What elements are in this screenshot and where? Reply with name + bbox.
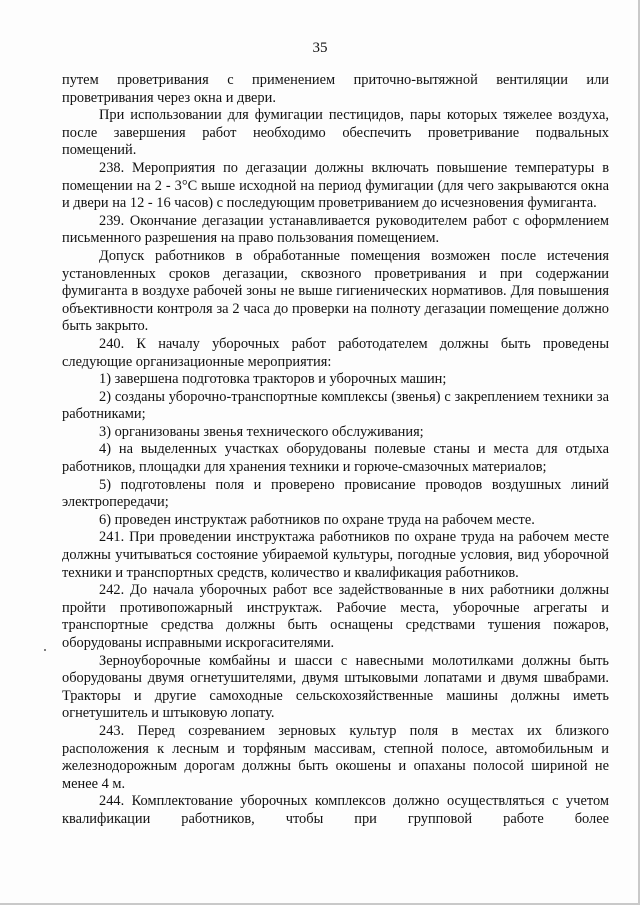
list-item-240-3: 3) организованы звенья технического обслуживания; [99, 423, 424, 440]
paragraph-243: 243. Перед созреванием зерновых культур поля в местах их близкого расположения к лесным и торфяным массивам, степной полосе, автомобильным и железнодорожным дорогам должны быть окошены и опаханы полосой шириной не менее 4 м. [62, 722, 609, 792]
paragraph-pesticide-fumigation: При использовании для фумигации пестицидов, пары которых тяжелее воздуха, после завершения работ необходимо обеспечить проветривание подвальных помещений. [62, 107, 609, 159]
list-item-240-2: 2) созданы уборочно-транспортные комплексы (звенья) с закреплением техники за работниками; [62, 388, 609, 423]
paragraph-244: 244. Комплектование уборочных комплексов должно осуществляться с учетом квалификации работников, чтобы при групповой работе более [62, 793, 609, 827]
margin-speck [44, 649, 46, 651]
paragraph-242: 242. До начала уборочных работ все задействованные в них работники должны пройти противопожарный инструктаж. Рабочие места, уборочные агрегаты и транспортные средства должны быть оснащены средствами тушения пожаров, оборудованы исправными искрогасителями. [62, 582, 609, 651]
paragraph-worker-admission: Допуск работников в обработанные помещения возможен после истечения установленных сроков дегазации, сквозного проветривания и при содержании фумиганта в воздухе рабочей зоны не выше гигиенических нормативов. Для повышения объективности контроля за 2 часа до проверки на полноту дегазации помещение должно быть закрыто. [62, 247, 609, 335]
paragraph-ventilation-continuation: путем проветривания с применением приточно-вытяжной вентиляции или проветривания через окна и двери. [62, 72, 609, 106]
list-item-240-1: 1) завершена подготовка тракторов и уборочных машин; [99, 371, 447, 388]
list-item-240-5: 5) подготовлены поля и проверено провисание проводов воздушных линий электропередачи; [62, 476, 609, 511]
paragraph-241: 241. При проведении инструктажа работников по охране труда на рабочем месте должны учитываться состояние убираемой культуры, погодные условия, вид уборочной техники и транспортных средств, количество и квалификация работников. [62, 529, 609, 581]
list-item-240-6: 6) проведен инструктаж работников по охране труда на рабочем месте. [99, 511, 535, 528]
paragraph-238: 238. Мероприятия по дегазации должны включать повышение температуры в помещении на 2 - 3°С выше исходной на период фумигации (для чего закрываются окна и двери на 12 - 16 часов) с последующим проветриванием до исчезновения фумиганта. [62, 159, 609, 212]
paragraph-239: 239. Окончание дегазации устанавливается руководителем работ с оформлением письменного разрешения на право пользования помещением. [62, 212, 609, 247]
list-item-240-4: 4) на выделенных участках оборудованы полевые станы и места для отдыха работников, площадки для хранения техники и горюче-смазочных материалов; [62, 441, 609, 476]
paragraph-240: 240. К началу уборочных работ работодателем должны быть проведены следующие организационные мероприятия: [62, 335, 609, 370]
document-body [62, 72, 609, 829]
page-number: 35 [312, 40, 328, 56]
paragraph-combine-equipment: Зерноуборочные комбайны и шасси с навесными молотилками должны быть оборудованы двумя огнетушителями, двумя штыковыми лопатами и двумя швабрами. Тракторы и другие самоходные сельскохозяйственные машины должны иметь огнетушитель и штыковую лопату. [62, 652, 609, 722]
